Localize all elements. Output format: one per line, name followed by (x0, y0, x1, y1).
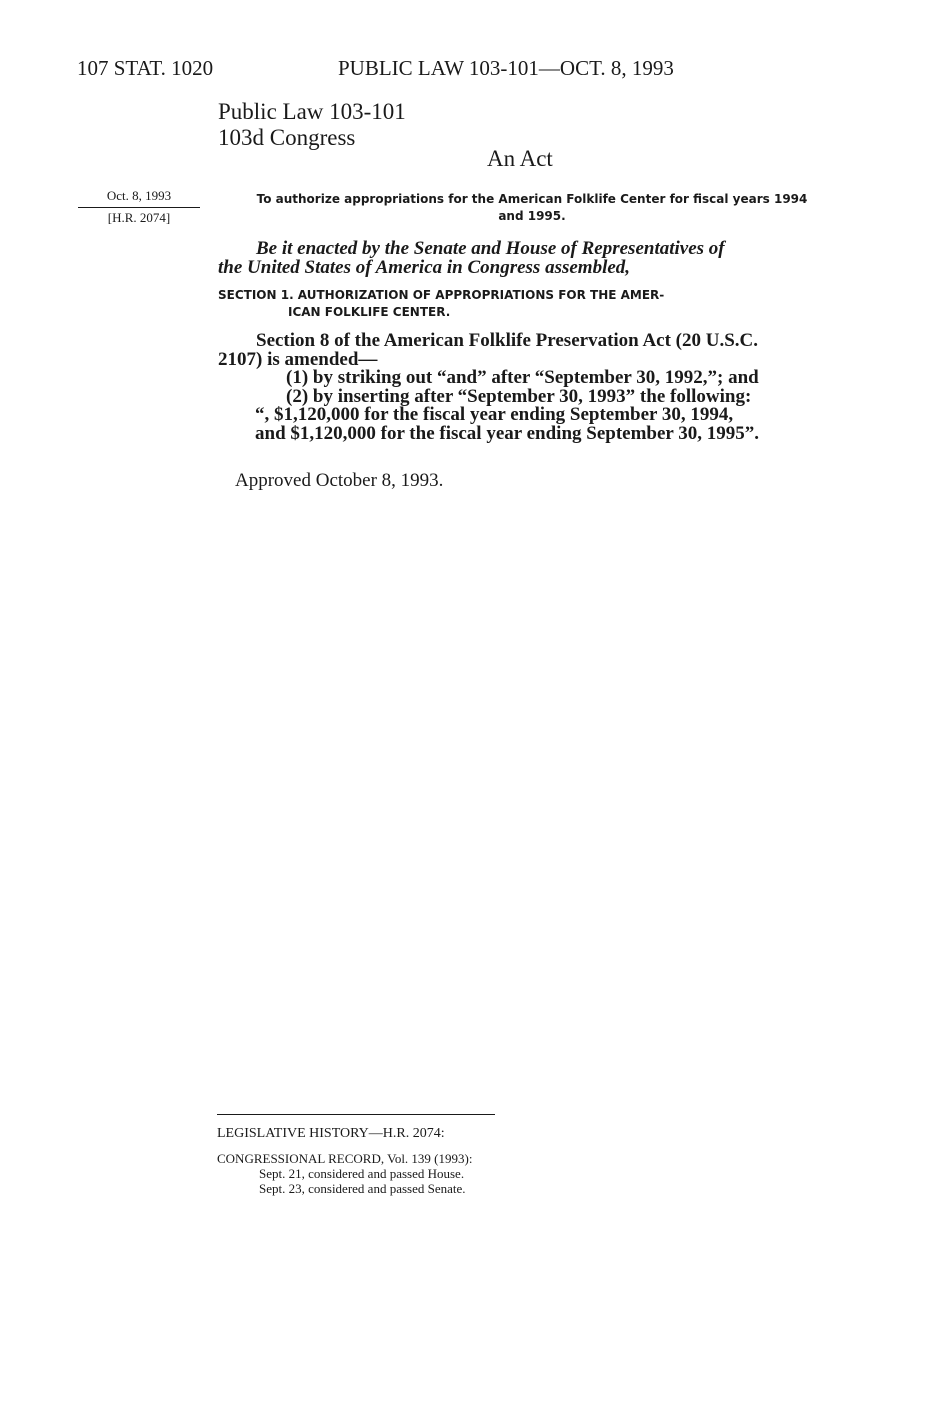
congressional-record (217, 1151, 472, 1196)
enacting-line: Be it enacted by the Senate and House of Representatives of (256, 238, 725, 259)
purpose-line: To authorize appropriations for the American Folklife Center for fiscal years 1994 (256, 192, 808, 206)
margin-date: Oct. 8, 1993 (78, 186, 200, 208)
section-heading (218, 287, 840, 321)
body-line: Section 8 of the American Folklife Preservation Act (20 U.S.C. (256, 330, 759, 351)
footnote-divider (217, 1114, 495, 1115)
enacting-clause (218, 239, 838, 277)
act-purpose (228, 191, 836, 225)
amendment-item-2: (2) by inserting after “September 30, 1993” the following: (286, 385, 752, 407)
section-heading-line: ICAN FOLKLIFE CENTER. (288, 305, 451, 319)
section-body (218, 332, 840, 443)
legislative-history-title: LEGISLATIVE HISTORY—H.R. 2074: (217, 1126, 445, 1141)
running-header: PUBLIC LAW 103-101—OCT. 8, 1993 (338, 56, 674, 80)
margin-note (78, 186, 200, 227)
amendment-item-2-cont: and $1,120,000 for the fiscal year ending September 30, 1995”. (255, 422, 760, 444)
list-item: Sept. 21, considered and passed House. (259, 1166, 465, 1181)
public-law-number: Public Law 103-101 (218, 99, 406, 124)
purpose-line: and 1995. (498, 209, 566, 223)
amendment-item-1: (1) by striking out “and” after “September 30, 1992,”; and (286, 367, 759, 388)
approval-line: Approved October 8, 1993. (235, 470, 444, 491)
amendment-item-2-cont: “, $1,120,000 for the fiscal year ending September 30, 1994, (255, 404, 734, 425)
congress-number: 103d Congress (218, 125, 356, 150)
body-line: 2107) is amended— (218, 348, 378, 370)
list-item: Sept. 23, considered and passed Senate. (259, 1181, 466, 1196)
stat-page-citation: 107 STAT. 1020 (77, 56, 214, 80)
act-label: An Act (487, 146, 553, 171)
record-citation: CONGRESSIONAL RECORD, Vol. 139 (1993): (217, 1151, 473, 1166)
law-designation (218, 99, 406, 151)
margin-bill-number: [H.R. 2074] (107, 210, 171, 225)
enacting-line: the United States of America in Congress assembled, (218, 257, 631, 278)
section-heading-line: SECTION 1. AUTHORIZATION OF APPROPRIATIONS FOR THE AMER- (218, 288, 665, 302)
